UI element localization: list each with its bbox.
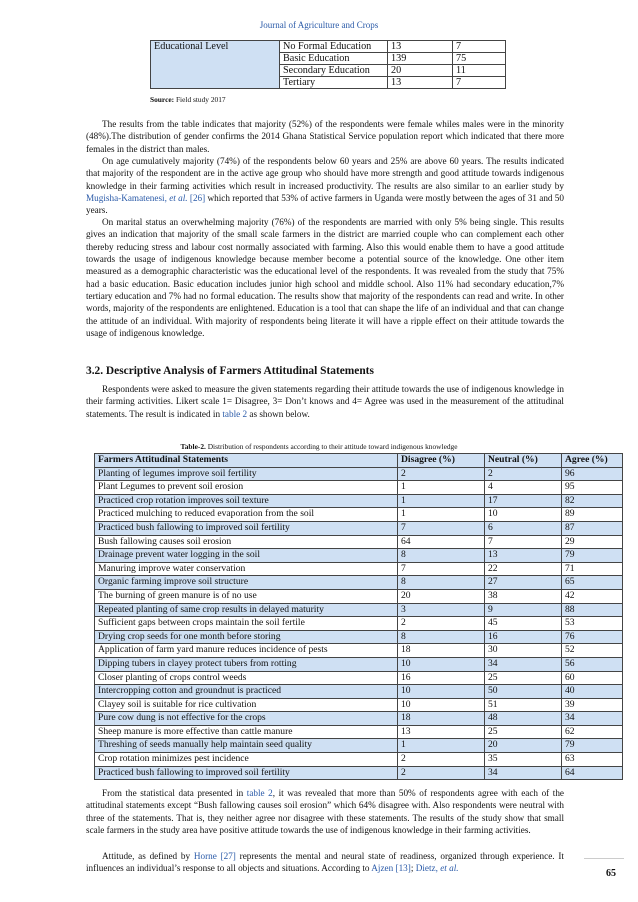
- cell: No Formal Education: [280, 41, 388, 53]
- table-row: [95, 630, 623, 644]
- value-cell: 1: [398, 494, 485, 508]
- caption-text: Distribution of respondents according to their attitude toward indigenous knowledge: [205, 442, 458, 451]
- table-row: [95, 766, 623, 780]
- value-cell: 76: [562, 630, 623, 644]
- value-cell: 65: [562, 576, 623, 590]
- table-row: [95, 521, 623, 535]
- attitude-table: [94, 453, 623, 780]
- statement-cell: Drying crop seeds for one month before storing: [95, 630, 398, 644]
- value-cell: 8: [398, 549, 485, 563]
- table-row: [95, 671, 623, 685]
- education-table: [150, 40, 506, 89]
- value-cell: 7: [485, 535, 562, 549]
- value-cell: 1: [398, 739, 485, 753]
- value-cell: 62: [562, 725, 623, 739]
- value-cell: 71: [562, 562, 623, 576]
- table-row: [95, 576, 623, 590]
- source-text: Field study 2017: [174, 95, 226, 104]
- citation-etal[interactable]: , et al.: [435, 863, 459, 874]
- value-cell: 7: [398, 521, 485, 535]
- value-cell: 2: [398, 467, 485, 481]
- value-cell: 17: [485, 494, 562, 508]
- paragraph-text: ;: [410, 863, 416, 874]
- value-cell: 16: [485, 630, 562, 644]
- table-link[interactable]: table 2: [246, 788, 273, 798]
- table-row: [95, 549, 623, 563]
- value-cell: 38: [485, 589, 562, 603]
- statement-cell: Dipping tubers in clayey protect tubers from rotting: [95, 657, 398, 671]
- citation-number[interactable]: [26]: [187, 193, 206, 204]
- table-row: [95, 712, 623, 726]
- value-cell: 95: [562, 481, 623, 495]
- table-row: [95, 685, 623, 699]
- paragraph-text: On age cumulatively majority (74%) of the respondents below 60 years and 25% are above 60 years. The results indicated that majority of the respondent are in the active age group who should have more strength and good attitude towards indigenous knowledge in their farming activities which result in increased productivity. The results are also similar to an earlier study by: [86, 156, 564, 191]
- citation-link[interactable]: Dietz: [415, 863, 436, 874]
- paragraph-text: The results from the table indicates that majority (52%) of the respondents were female whiles males were in the minority (48%).The distribution of gender confirms the 2014 Ghana Statistical Service population report which indicated that there more females in the district than males.: [86, 119, 564, 154]
- value-cell: 63: [562, 753, 623, 767]
- value-cell: 2: [398, 617, 485, 631]
- statement-cell: Crop rotation minimizes pest incidence: [95, 753, 398, 767]
- citation-etal[interactable]: , et al.: [164, 193, 188, 204]
- value-cell: 1: [398, 508, 485, 522]
- paragraph-marital: [86, 216, 564, 339]
- table-row: [95, 617, 623, 631]
- cell: Basic Education: [280, 53, 388, 65]
- value-cell: 13: [398, 725, 485, 739]
- value-cell: 29: [562, 535, 623, 549]
- table-row: [95, 481, 623, 495]
- category-cell: Educational Level: [151, 41, 280, 89]
- statement-cell: Clayey soil is suitable for rice cultivation: [95, 698, 398, 712]
- statement-cell: Practiced bush fallowing to improved soil fertility: [95, 521, 398, 535]
- cell: 139: [388, 53, 453, 65]
- statement-cell: Practiced mulching to reduced evaporation from the soil: [95, 508, 398, 522]
- column-header: Disagree (%): [398, 454, 485, 468]
- cell: 75: [453, 53, 506, 65]
- paragraph-text: represents the mental and neural state of readiness, organized through experience. It influences an individual’s response to all objects and situations. According to: [86, 851, 564, 874]
- value-cell: 8: [398, 576, 485, 590]
- paragraph-likert: [86, 383, 564, 420]
- value-cell: 45: [485, 617, 562, 631]
- table-row: [95, 494, 623, 508]
- footer-rule: [584, 858, 624, 859]
- value-cell: 2: [485, 467, 562, 481]
- citation-link[interactable]: Horne [27]: [193, 851, 236, 861]
- statement-cell: Bush fallowing causes soil erosion: [95, 535, 398, 549]
- paragraph-results: [86, 787, 564, 836]
- value-cell: 13: [485, 549, 562, 563]
- table-header-row: [95, 454, 623, 468]
- value-cell: 10: [485, 508, 562, 522]
- paragraph-gender: [86, 118, 564, 155]
- value-cell: 8: [398, 630, 485, 644]
- statement-cell: Intercropping cotton and groundnut is practiced: [95, 685, 398, 699]
- column-header: Neutral (%): [485, 454, 562, 468]
- section-heading: 3.2. Descriptive Analysis of Farmers Attitudinal Statements: [86, 365, 374, 377]
- value-cell: 39: [562, 698, 623, 712]
- value-cell: 51: [485, 698, 562, 712]
- value-cell: 89: [562, 508, 623, 522]
- table-source: [150, 95, 226, 104]
- value-cell: 35: [485, 753, 562, 767]
- value-cell: 64: [398, 535, 485, 549]
- statement-cell: Practiced crop rotation improves soil texture: [95, 494, 398, 508]
- value-cell: 96: [562, 467, 623, 481]
- statement-cell: Organic farming improve soil structure: [95, 576, 398, 590]
- value-cell: 18: [398, 712, 485, 726]
- statement-cell: Pure cow dung is not effective for the crops: [95, 712, 398, 726]
- value-cell: 79: [562, 549, 623, 563]
- value-cell: 48: [485, 712, 562, 726]
- value-cell: 87: [562, 521, 623, 535]
- value-cell: 88: [562, 603, 623, 617]
- table-row: [95, 535, 623, 549]
- table-row: [95, 657, 623, 671]
- statement-cell: Sufficient gaps between crops maintain the soil fertile: [95, 617, 398, 631]
- value-cell: 10: [398, 657, 485, 671]
- value-cell: 34: [485, 766, 562, 780]
- cell: 7: [453, 77, 506, 89]
- value-cell: 25: [485, 725, 562, 739]
- value-cell: 53: [562, 617, 623, 631]
- value-cell: 16: [398, 671, 485, 685]
- value-cell: 56: [562, 657, 623, 671]
- cell: 20: [388, 65, 453, 77]
- table-row: [95, 739, 623, 753]
- value-cell: 60: [562, 671, 623, 685]
- value-cell: 22: [485, 562, 562, 576]
- statement-cell: Closer planting of crops control weeds: [95, 671, 398, 685]
- statement-cell: Plant Legumes to prevent soil erosion: [95, 481, 398, 495]
- table-row: [95, 698, 623, 712]
- table-link[interactable]: table 2: [222, 408, 248, 419]
- value-cell: 42: [562, 589, 623, 603]
- value-cell: 40: [562, 685, 623, 699]
- table-row: [95, 603, 623, 617]
- statement-cell: Threshing of seeds manually help maintain seed quality: [95, 739, 398, 753]
- paragraph-attitude: [86, 850, 564, 875]
- value-cell: 9: [485, 603, 562, 617]
- citation-link[interactable]: Ajzen [13]: [371, 863, 411, 874]
- value-cell: 64: [562, 766, 623, 780]
- caption-label: Table-2.: [180, 442, 206, 451]
- statement-cell: Practiced bush fallowing to improved soil fertility: [95, 766, 398, 780]
- value-cell: 3: [398, 603, 485, 617]
- statement-cell: Repeated planting of same crop results in delayed maturity: [95, 603, 398, 617]
- value-cell: 4: [485, 481, 562, 495]
- journal-header: Journal of Agriculture and Crops: [259, 20, 379, 30]
- paragraph-text: On marital status an overwhelming majority (76%) of the respondents are married with only 5% being single. This results gives an indication that majority of the small scale farmers in the district are married couple who can complement each other thereby reducing stress and labour cost normally associated with farming. Also this would enable them to have a good attitude towards the usage of indigenous knowledge because member become a potential source of the knowledge. One other item measured as a demographic characteristic was the educational level of the respondents. It was revealed from the study that 75% had a basic education. Basic education includes junior high school and middle school. Also 11% had secondary education,7% tertiary education and 7% had no formal education. The results show that majority of the respondents can read and write. In other words, majority of the respondents are enlightened. Education is a tool that can shape the life of an individual and that can change the attitude of an individual. With majority of respondents being literate it will have a ripple effect on their attitude towards the usage of indigenous knowledge.: [86, 217, 564, 339]
- value-cell: 1: [398, 481, 485, 495]
- paragraph-text: as shown below.: [247, 408, 310, 419]
- value-cell: 10: [398, 685, 485, 699]
- table-row: [95, 589, 623, 603]
- value-cell: 79: [562, 739, 623, 753]
- value-cell: 10: [398, 698, 485, 712]
- table-row: [95, 753, 623, 767]
- paragraph-text: Attitude, as defined by: [102, 851, 194, 861]
- value-cell: 2: [398, 766, 485, 780]
- value-cell: 20: [485, 739, 562, 753]
- cell: 13: [388, 77, 453, 89]
- statement-cell: Drainage prevent water logging in the soil: [95, 549, 398, 563]
- value-cell: 34: [485, 657, 562, 671]
- table-row: [95, 467, 623, 481]
- citation-link[interactable]: Mugisha-Kamatenesi: [86, 193, 165, 204]
- value-cell: 6: [485, 521, 562, 535]
- paragraph-text: , it was revealed that more than 50% of respondents agree with each of the attitudinal statements except “Bush fallowing causes soil erosion” which 64% disagree with. Also respondents were neutral with three of the statements. That is, they neither agree nor disagree with these statements. The results of the study show that small scale farmers in the study area have positive attitude towards the use of indigenous knowledge in their farming activities.: [86, 788, 564, 836]
- value-cell: 18: [398, 644, 485, 658]
- value-cell: 52: [562, 644, 623, 658]
- cell: 13: [388, 41, 453, 53]
- value-cell: 7: [398, 562, 485, 576]
- table-row: [95, 508, 623, 522]
- value-cell: 82: [562, 494, 623, 508]
- value-cell: 2: [398, 753, 485, 767]
- paragraph-text: which reported that 53% of active farmers in Uganda were mostly between the ages of 31 and 50 years.: [86, 193, 564, 216]
- value-cell: 34: [562, 712, 623, 726]
- table-row: [151, 41, 506, 53]
- cell: 11: [453, 65, 506, 77]
- paragraph-age: [86, 155, 564, 217]
- page-number: 65: [606, 868, 616, 879]
- paragraph-text: Respondents were asked to measure the given statements regarding their attitude towards the use of indigenous knowledge in their farming activities. Likert scale 1= Disagree, 3= Don’t knows and 4= Agree was used in the measurement of the attitudinal statements. The result is indicated in: [86, 384, 564, 419]
- cell: Secondary Education: [280, 65, 388, 77]
- value-cell: 30: [485, 644, 562, 658]
- table-row: [95, 644, 623, 658]
- table-row: [95, 562, 623, 576]
- source-label: Source:: [150, 95, 175, 104]
- value-cell: 27: [485, 576, 562, 590]
- column-header: Agree (%): [562, 454, 623, 468]
- value-cell: 50: [485, 685, 562, 699]
- cell: 7: [453, 41, 506, 53]
- value-cell: 25: [485, 671, 562, 685]
- statement-cell: Application of farm yard manure reduces incidence of pests: [95, 644, 398, 658]
- value-cell: 20: [398, 589, 485, 603]
- cell: Tertiary: [280, 77, 388, 89]
- statement-cell: Planting of legumes improve soil fertility: [95, 467, 398, 481]
- statement-cell: Sheep manure is more effective than cattle manure: [95, 725, 398, 739]
- column-header: Farmers Attitudinal Statements: [95, 454, 398, 468]
- statement-cell: The burning of green manure is of no use: [95, 589, 398, 603]
- table-caption: [0, 442, 638, 451]
- table-row: [95, 725, 623, 739]
- paragraph-text: From the statistical data presented in: [102, 788, 247, 798]
- statement-cell: Manuring improve water conservation: [95, 562, 398, 576]
